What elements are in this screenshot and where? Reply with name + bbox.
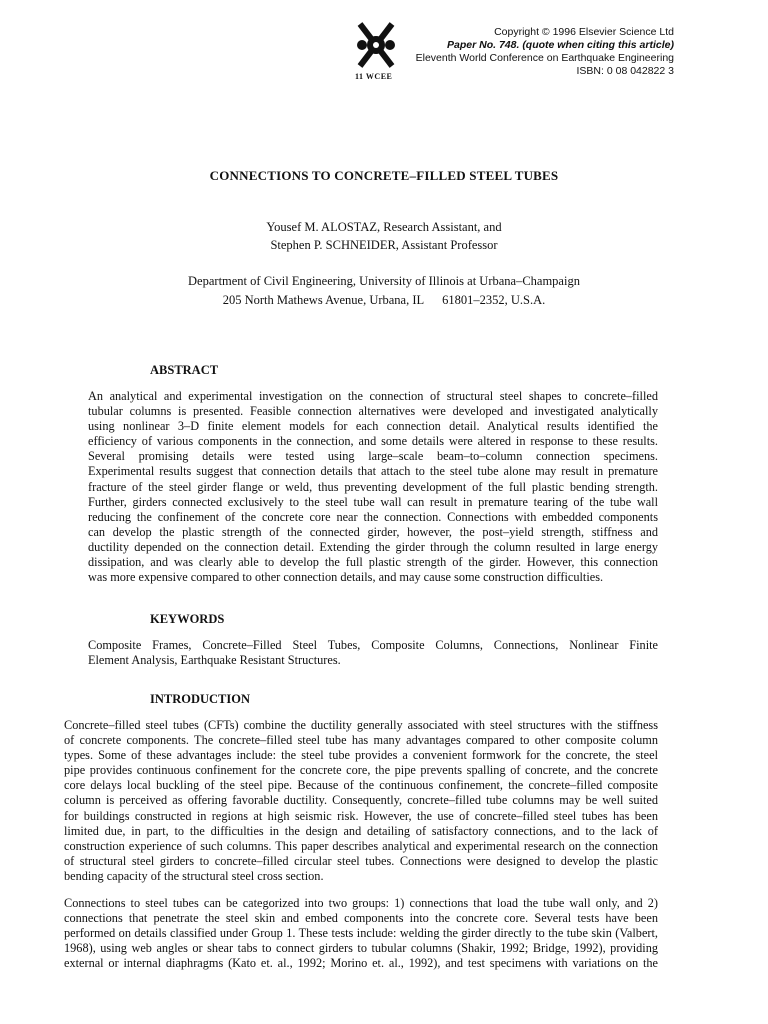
- address-street: 205 North Mathews Avenue, Urbana, IL: [222, 293, 425, 307]
- intro-line: of structural steel girders to concrete–filled circular steel tubes. Connections were designed to develop the plastic: [64, 853, 658, 868]
- keywords-line: Composite Frames, Concrete–Filled Steel Tubes, Composite Columns, Connections, Nonlinear Finite: [88, 638, 658, 652]
- intro-line: construction experience of such columns. This paper describes analytical and experimental research on the connection: [64, 838, 658, 853]
- header-info: [416, 26, 674, 78]
- abstract-body: [88, 389, 658, 585]
- intro-paragraph-1: [64, 718, 658, 884]
- paper-number: Paper No. 748. (quote when citing this article): [447, 39, 674, 51]
- abstract-line: ductility depended on the connection detail. Extending the girder through the column resulted in large energy: [88, 539, 658, 554]
- intro-paragraph-2: [64, 896, 658, 971]
- abstract-line: dissipation, and was clearly able to develop the full plastic strength of the girder. However, this connection: [88, 555, 658, 570]
- intro-line: pipe provides continuous confinement for the concrete core, the pipe prevents spalling of concrete, and the concrete: [64, 763, 658, 778]
- abstract-line: can develop the plastic strength of the connected girder, however, the post–yield strength, stiffness and: [88, 524, 658, 539]
- author-2: Stephen P. SCHNEIDER, Assistant Professor: [270, 238, 498, 252]
- intro-line: column is perceived as offering favorable ductility. Consequently, concrete–filled tube columns may be well suited: [64, 793, 658, 808]
- logo-label: 11 WCEE: [355, 72, 393, 81]
- abstract-heading: ABSTRACT: [150, 363, 219, 377]
- department: Department of Civil Engineering, University of Illinois at Urbana–Champaign: [188, 274, 580, 288]
- abstract-line: was more expensive compared to other connection details, and may cause some construction difficulties.: [88, 570, 604, 585]
- authors: [0, 218, 768, 254]
- affiliation: [0, 272, 768, 310]
- abstract-line: reducing the confinement of the concrete core near the connection. Connections with embedded components: [88, 509, 658, 524]
- address-zip: 61801–2352, U.S.A.: [442, 293, 546, 307]
- abstract-line: fracture of the steel girder flange or weld, thus preventing development of the full plastic bending strength.: [88, 479, 658, 494]
- abstract-line: using nonlinear 3–D finite element models for each connection detail. Analytical results identified the: [88, 419, 658, 434]
- intro-line: core delays local buckling of the steel pipe. Because of the continuous confinement, the concrete–filled composite: [64, 778, 658, 793]
- abstract-line: Experimental results suggest that connection details that attach to the steel tube alone may result in premature: [88, 464, 658, 479]
- author-1: Yousef M. ALOSTAZ, Research Assistant, and: [266, 220, 502, 234]
- intro-line: Concrete–filled steel tubes (CFTs) combine the ductility generally associated with steel structures with the stiffness: [64, 718, 658, 732]
- isbn: ISBN: 0 08 042822 3: [576, 65, 674, 77]
- intro-line: connections that penetrate the steel skin and embed components into the concrete core. Several tests have been: [64, 911, 658, 926]
- conference-logo: [352, 20, 400, 80]
- intro-line: limited due, in part, to the difficulties in the design and detailing of satisfactory connections, and to the lack of: [64, 823, 658, 838]
- abstract-line: tubular columns is presented. Feasible connection alternatives were developed and investigated analytically: [88, 404, 658, 419]
- keywords-body: [88, 638, 658, 668]
- introduction-heading: INTRODUCTION: [150, 692, 251, 706]
- intro-line: 1968), using web angles or shear tabs to connect girders to tubular columns (Shakir, 1992; Bridge, 1992), providing: [64, 941, 658, 956]
- abstract-line: Several promising details were tested using large–scale beam–to–column connection specimens.: [88, 449, 658, 464]
- copyright-line: Copyright © 1996 Elsevier Science Ltd: [494, 26, 674, 38]
- intro-line: Connections to steel tubes can be categorized into two groups: 1) connections that load the tube wall only, and 2): [64, 896, 658, 910]
- keywords-line: Element Analysis, Earthquake Resistant Structures.: [88, 653, 341, 668]
- paper-title: CONNECTIONS TO CONCRETE–FILLED STEEL TUBES: [209, 168, 559, 183]
- intro-line: of concrete components. The concrete–filled steel tube has many advantages compared to other composite column: [64, 733, 658, 748]
- intro-line: performed on details classified under Group 1. These tests include: welding the girder directly to the tube skin (Valbert,: [64, 926, 658, 941]
- abstract-line: Further, girders connected exclusively to the steel tube wall can result in premature tearing of the tube wall: [88, 494, 658, 509]
- intro-line: types. Some of these advantages include: the steel tube provides a convenient formwork for the concrete, the steel: [64, 748, 658, 763]
- keywords-heading: KEYWORDS: [150, 612, 225, 626]
- intro-line: bending capacity of the structural steel cross section.: [64, 868, 324, 883]
- wcee-logo-icon: [352, 20, 400, 72]
- abstract-line: An analytical and experimental investigation on the connection of structural steel shapes to concrete–filled: [88, 389, 658, 403]
- conference-name: Eleventh World Conference on Earthquake Engineering: [415, 52, 674, 64]
- intro-line: external or internal diaphragms (Kato et. al., 1992; Morino et. al., 1992), and test specimens with variations on the: [64, 956, 658, 971]
- address: [0, 291, 768, 310]
- intro-line: for buildings constructed in regions at high seismic risk. However, the use of concrete–filled steel tubes has been: [64, 808, 658, 823]
- abstract-line: efficiency of various components in the connection, and some details were altered in response to these results.: [88, 434, 658, 449]
